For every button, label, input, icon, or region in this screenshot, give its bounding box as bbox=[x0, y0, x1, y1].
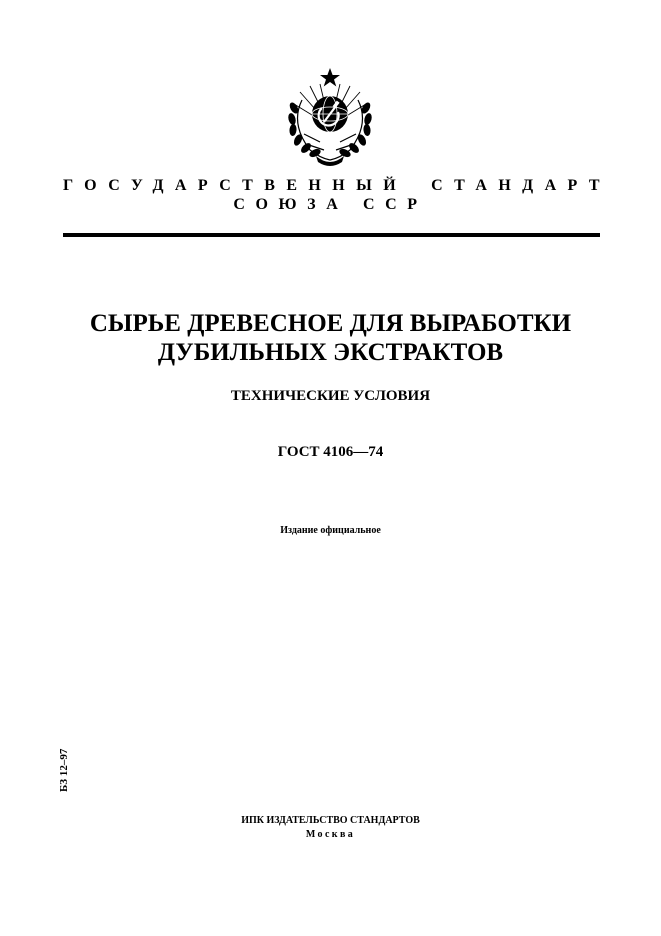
document-title-line-2: ДУБИЛЬНЫХ ЭКСТРАКТОВ bbox=[157, 339, 504, 366]
ussr-state-emblem-icon bbox=[280, 64, 380, 168]
issuer-heading-word-1: ГОСУДАРСТВЕННЫЙ bbox=[63, 177, 408, 194]
issuer-heading bbox=[63, 177, 611, 195]
standard-number: ГОСТ 4106—74 bbox=[277, 444, 384, 460]
document-title bbox=[0, 309, 661, 367]
state-emblem bbox=[280, 64, 380, 168]
issuer-heading-word-2: СТАНДАРТ bbox=[431, 177, 611, 194]
publisher-city: Москва bbox=[305, 829, 356, 840]
document-subtitle: ТЕХНИЧЕСКИЕ УСЛОВИЯ bbox=[230, 388, 431, 404]
document-title-line-1: СЫРЬЕ ДРЕВЕСНОЕ ДЛЯ ВЫРАБОТКИ bbox=[89, 310, 572, 337]
side-code: БЗ 12–97 bbox=[58, 748, 70, 792]
publisher-name: ИПК ИЗДАТЕЛЬСТВО СТАНДАРТОВ bbox=[241, 815, 420, 826]
issuer-heading-line-2: СОЮЗА ССР bbox=[233, 196, 428, 213]
edition-note: Издание официальное bbox=[280, 525, 381, 536]
header-divider bbox=[63, 233, 600, 237]
